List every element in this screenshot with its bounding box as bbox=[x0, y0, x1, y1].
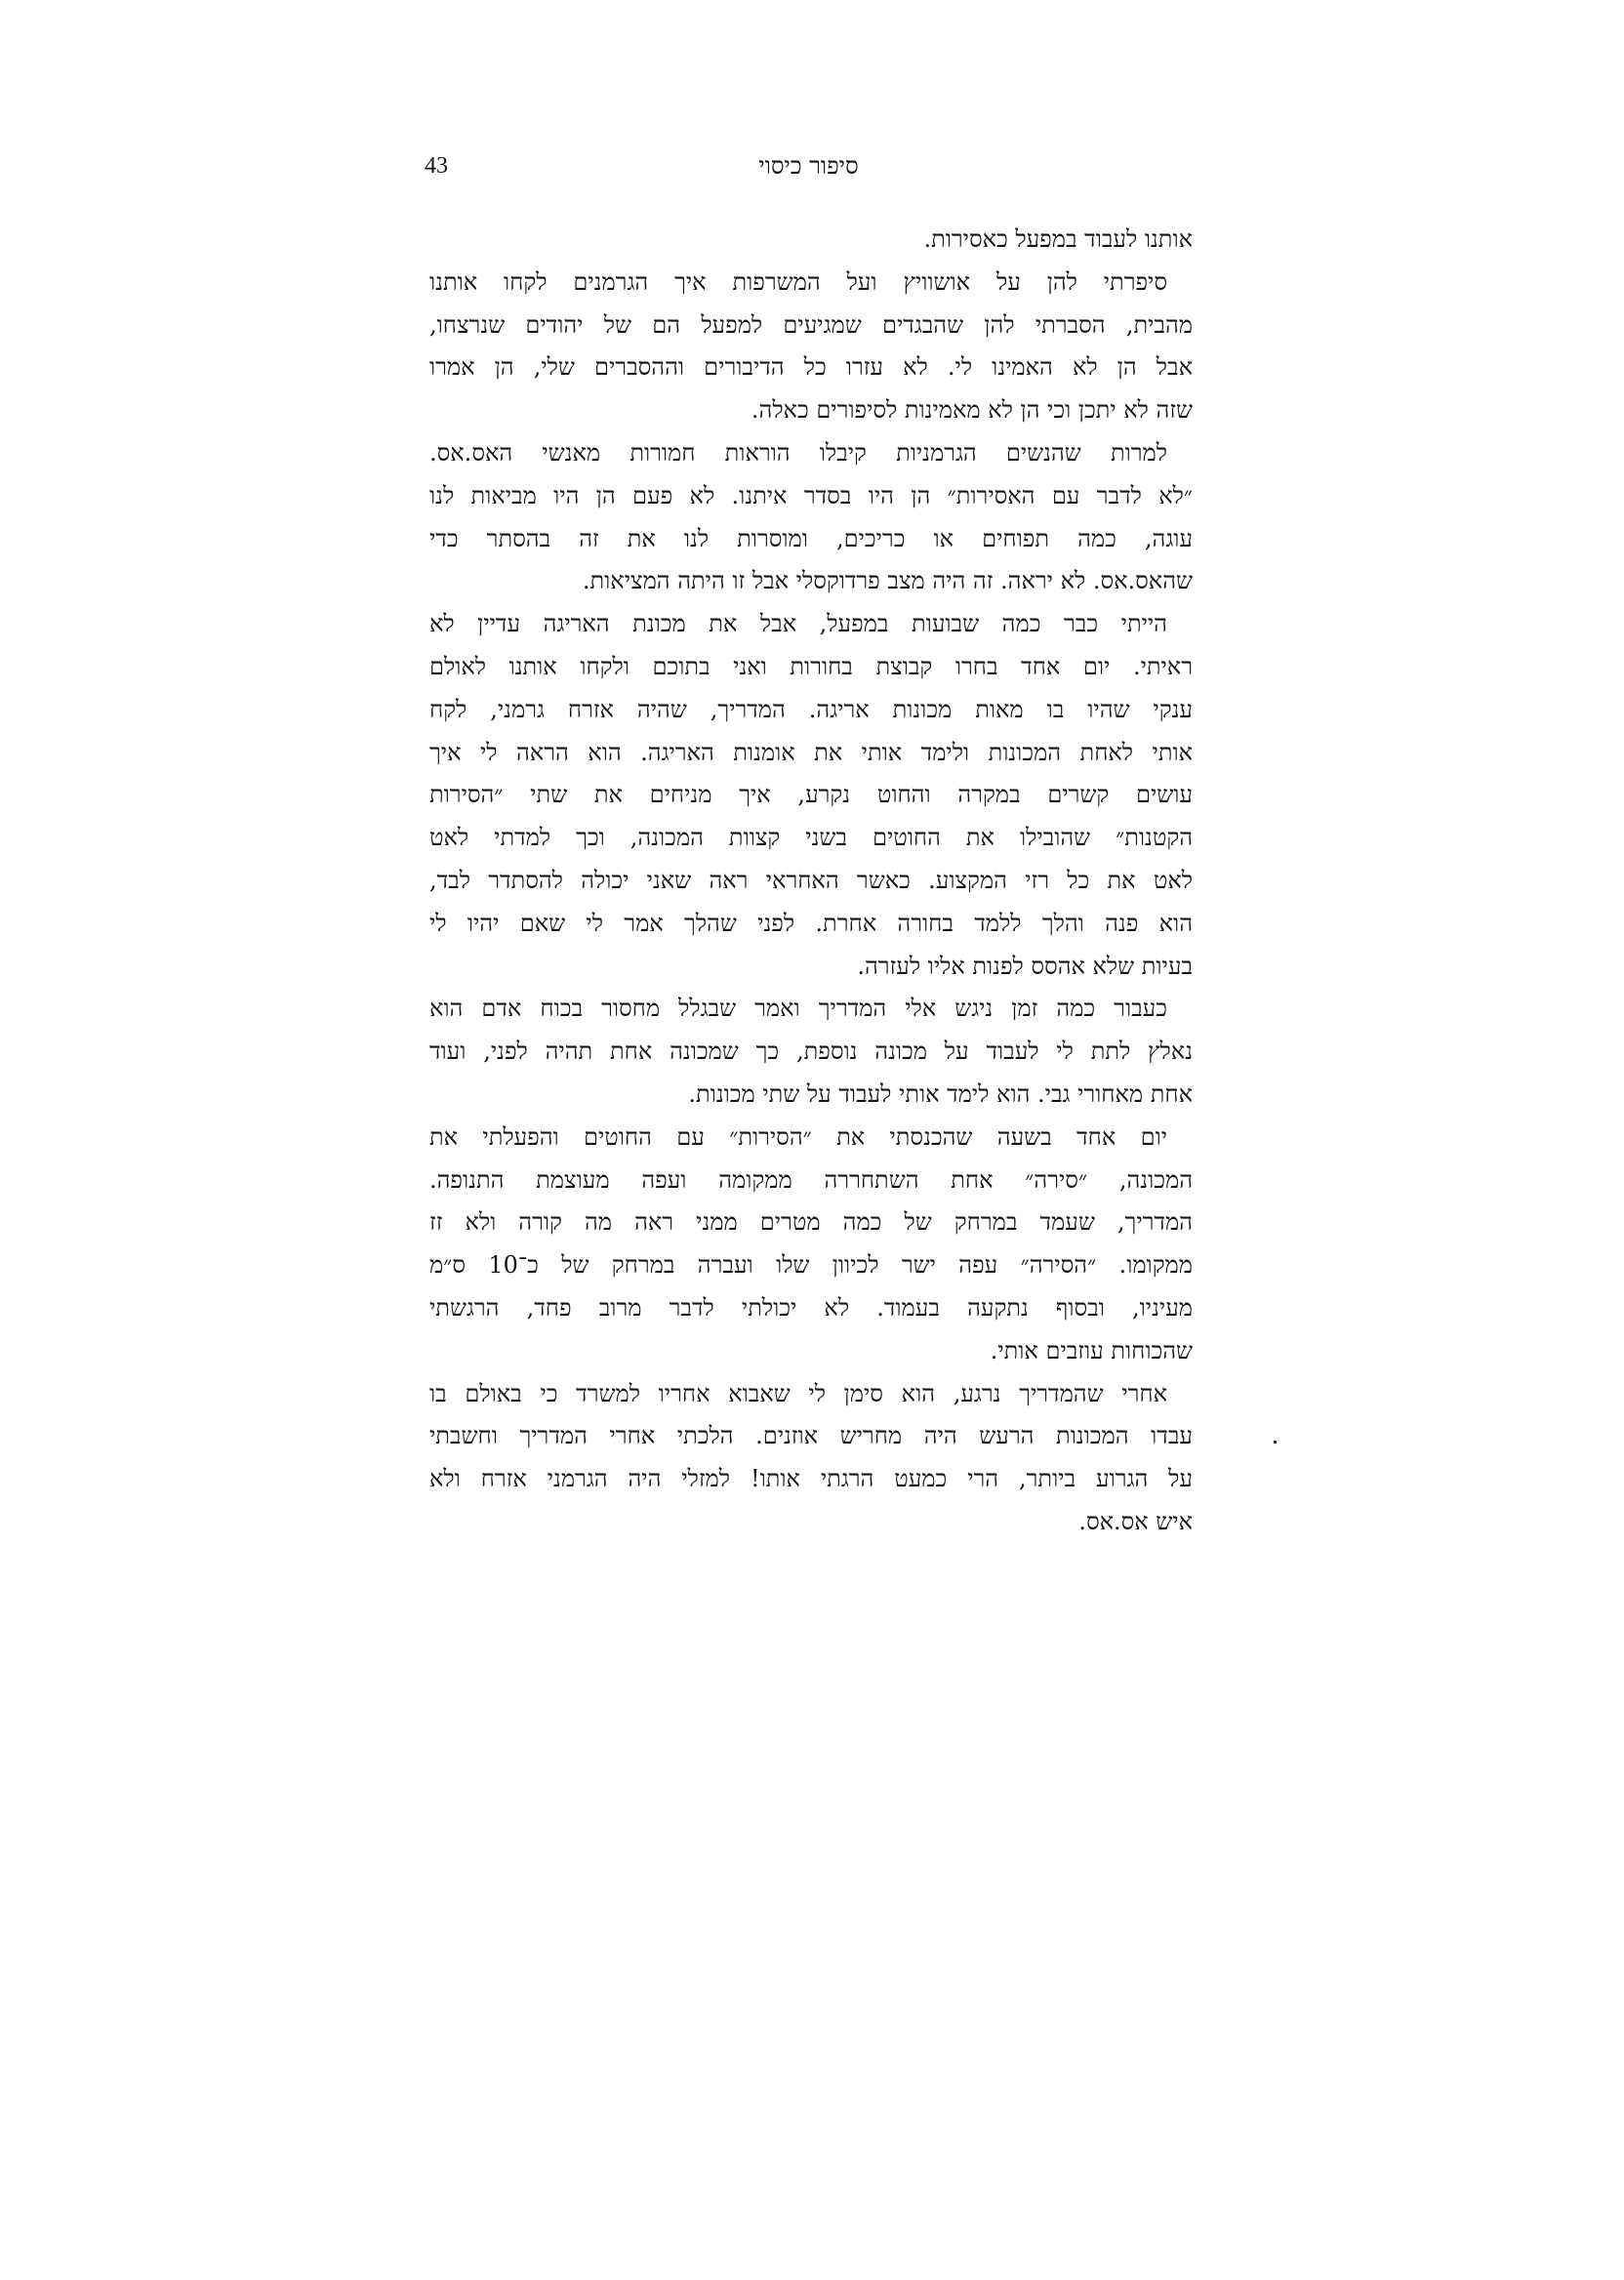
text-line: הקטנות״ שהובילו את החוטים בשני קצוות המכונה, וכך למדתי לאט bbox=[429, 824, 1193, 852]
text-line: שזה לא יתכן וכי הן לא מאמינות לסיפורים כאלה. bbox=[751, 396, 1193, 425]
text-line: נאלץ לתת לי לעבוד על מכונה נוספת, כך שמכונה אחת תהיה לפני, ועוד bbox=[429, 1038, 1193, 1066]
running-head bbox=[425, 146, 1193, 185]
text-line: המדריך, שעמד במרחק של כמה מטרים ממני ראה מה קורה ולא זז bbox=[429, 1208, 1193, 1237]
text-line: שהאס.אס. לא יראה. זה היה מצב פרדוקסלי אבל זו היתה המציאות. bbox=[582, 567, 1193, 595]
scan-speck bbox=[1274, 1441, 1277, 1444]
text-line: אותנו לעבוד במפעל כאסירות. bbox=[923, 225, 1193, 253]
text-line: הוא פנה והלך ללמד בחורה אחרת. לפני שהלך אמר לי שאם יהיו לי bbox=[429, 909, 1193, 937]
text-line: אותי לאחת המכונות ולימד אותי את אומנות האריגה. הוא הראה לי איך bbox=[429, 738, 1193, 766]
text-line: עושים קשרים במקרה והחוט נקרע, איך מניחים את שתי ״הסירות bbox=[429, 781, 1193, 809]
page-number: 43 bbox=[425, 153, 448, 179]
text-line: סיפרתי להן על אושוויץ ועל המשרפות איך הגרמנים לקחו אותנו bbox=[429, 267, 1167, 296]
text-line: איש אס.אס. bbox=[1078, 1507, 1193, 1535]
text-line: אחת מאחורי גבי. הוא לימד אותי לעבוד על שתי מכונות. bbox=[688, 1079, 1193, 1108]
text-line: הייתי כבר כמה שבועות במפעל, אבל את מכונת האריגה עדיין לא bbox=[429, 610, 1167, 638]
text-line: יום אחד בשעה שהכנסתי את ״הסירות״ עם החוטים והפעלתי את bbox=[429, 1122, 1167, 1151]
text-line: ״לא לדבר עם האסירות״ הן היו בסדר איתנו. לא פעם הן היו מביאות לנו bbox=[429, 481, 1193, 509]
text-line: בעיות שלא אהסס לפנות אליו לעזרה. bbox=[857, 952, 1193, 980]
text-line: עבדו המכונות הרעש היה מחריש אוזנים. הלכתי אחרי המדריך וחשבתי bbox=[429, 1422, 1193, 1450]
text-line: המכונה, ״סירה״ אחת השתחררה ממקומה ועפה מעוצמת התנופה. bbox=[429, 1165, 1193, 1194]
running-title: סיפור כיסוי bbox=[758, 152, 859, 180]
text-line: על הגרוע ביותר, הרי כמעט הרגתי אותו! למזלי היה הגרמני אזרח ולא bbox=[429, 1465, 1193, 1493]
text-line: למרות שהנשים הגרמניות קיבלו הוראות חמורות מאנשי האס.אס. bbox=[429, 438, 1167, 467]
body-text bbox=[429, 219, 1193, 1544]
text-line: ראיתי. יום אחד בחרו קבוצת בחורות ואני בתוכם ולקחו אותנו לאולם bbox=[429, 652, 1193, 680]
text-line: מעיניו, ובסוף נתקעה בעמוד. לא יכולתי לדבר מרוב פחד, הרגשתי bbox=[429, 1293, 1193, 1322]
text-line: שהכוחות עוזבים אותי. bbox=[990, 1336, 1193, 1364]
text-line: ענקי שהיו בו מאות מכונות אריגה. המדריך, שהיה אזרח גרמני, לקח bbox=[429, 695, 1193, 723]
text-line: מהבית, הסברתי להן שהבגדים שמגיעים למפעל הם של יהודים שנרצחו, bbox=[429, 310, 1193, 339]
text-line: ממקומו. ״הסירה״ עפה ישר לכיוון שלו ועברה במרחק של כ־10 ס״מ bbox=[429, 1251, 1193, 1280]
text-line: לאט את כל רזי המקצוע. כאשר האחראי ראה שאני יכולה להסתדר לבד, bbox=[429, 866, 1193, 894]
text-line: אחרי שהמדריך נרגע, הוא סימן לי שאבוא אחריו למשרד כי באולם בו bbox=[429, 1379, 1167, 1407]
text-line: אבל הן לא האמינו לי. לא עזרו כל הדיבורים וההסברים שלי, הן אמרו bbox=[429, 353, 1193, 382]
text-line: כעבור כמה זמן ניגש אלי המדריך ואמר שבגלל מחסור בכוח אדם הוא bbox=[429, 995, 1167, 1023]
text-line: עוגה, כמה תפוחים או כריכים, ומוסרות לנו את זה בהסתר כדי bbox=[429, 524, 1193, 552]
